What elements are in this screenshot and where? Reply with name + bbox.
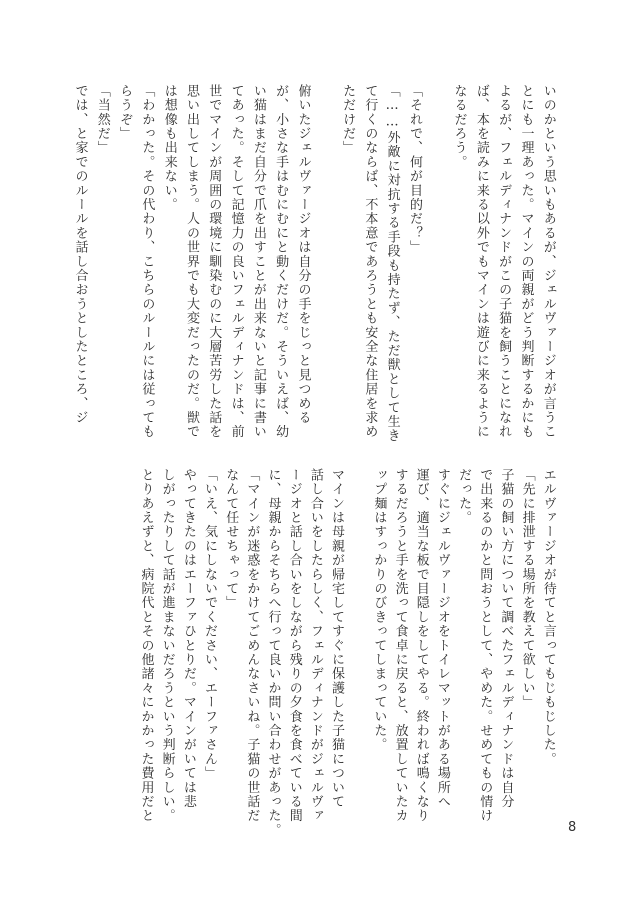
text-column: するだろうと手を洗って食卓に戻ると、放置していたカ xyxy=(392,468,408,823)
text-column: 「先に排泄する場所を教えて欲しい」 xyxy=(519,468,535,710)
bottom-text-block xyxy=(136,468,558,838)
text-column: やってきたのはエーファひとりだ。マインがいては悲 xyxy=(180,468,196,809)
text-column: 「いえ、気にしないでください、エーファさん」 xyxy=(202,468,218,781)
text-column: らうぞ」 xyxy=(117,84,133,141)
text-column: マインは母親が帰宅してすぐに保護した子猫について xyxy=(329,468,345,809)
text-column: 「マインが迷惑をかけてごめんなさいね。子猫の世話だ xyxy=(244,468,260,823)
text-column: 世でマインが周囲の環境に馴染むのに大層苦労した話を xyxy=(206,84,222,439)
text-column: なるだろう。 xyxy=(451,84,467,170)
text-column: とりあえずと、病院代とその他諸々にかかった費用だと xyxy=(138,468,154,823)
text-column: に、母親からそちらへ行って良いか問い合わせがあった。 xyxy=(265,468,281,838)
text-column: ージオと話し合いをしながら残りの夕食を食べている間 xyxy=(286,468,302,823)
text-column: で出来るのかと問おうとして、やめた。せめてもの情け xyxy=(477,468,493,823)
text-column: なんて任せちゃって」 xyxy=(223,468,239,610)
text-column: 話し合いをしたらしく、フェルディナンドがジェルヴァ xyxy=(307,468,323,823)
page-number: 8 xyxy=(568,820,577,835)
text-column: 「わかった。その代わり、こちらのルールには従っても xyxy=(139,84,155,439)
text-column: では、と家でのルールを話し合おうとしたところ、ジ xyxy=(72,84,88,425)
text-column: ップ麺はすっかりのびきってしまっていた。 xyxy=(371,468,387,752)
text-column: しがったりして話が進まないだろうという判断らしい。 xyxy=(159,468,175,823)
text-column: 「……外敵に対抗する手段も持たず、ただ獣として生き xyxy=(384,84,400,443)
text-column: よるが、フェルディナンドがこの子猫を飼うことになれ xyxy=(496,84,512,439)
text-column: 思い出してしまう。人の世界でも大変だったのだ。獣で xyxy=(183,84,199,439)
text-column: ただけだ」 xyxy=(340,84,356,155)
text-column: とにも一理あった。マインの両親がどう判断するかにも xyxy=(518,84,534,439)
text-column: い猫はまだ自分で爪を出すことが出来ないと記事に書い xyxy=(250,84,266,439)
text-column: だった。 xyxy=(456,468,472,525)
text-column: は想像も出来ない。 xyxy=(161,84,177,212)
text-column: が、小さな手はむにむにと動くだけだ。そういえば、幼 xyxy=(273,84,289,439)
text-column: 運び、適当な板で目隠しをしてやる。終われば鳴くなり xyxy=(413,468,429,823)
text-column: て行くのならば、不本意であろうとも安全な住居を求め xyxy=(362,84,378,439)
text-column: エルヴァージオが待てと言ってもじもじした。 xyxy=(540,468,556,767)
text-column: すぐにジェルヴァージオをトイレマットがある場所へ xyxy=(434,468,450,809)
text-column: てあった。そして記憶力の良いフェルディナンドは、前 xyxy=(228,84,244,439)
text-column: いのかという思いもあるが、ジェルヴァージオが言うこ xyxy=(540,84,556,439)
text-column: 「それで、何が目的だ？」 xyxy=(406,84,422,255)
text-column: 子猫の飼い方について調べたフェルディナンドは自分 xyxy=(498,468,514,809)
top-text-block xyxy=(70,84,558,444)
text-column: 「当然だ」 xyxy=(94,84,110,155)
text-column: ば、本を読みに来る以外でもマインは遊びに来るように xyxy=(473,84,489,439)
text-column: 俯いたジェルヴァージオは自分の手をじっと見つめる xyxy=(295,84,311,425)
